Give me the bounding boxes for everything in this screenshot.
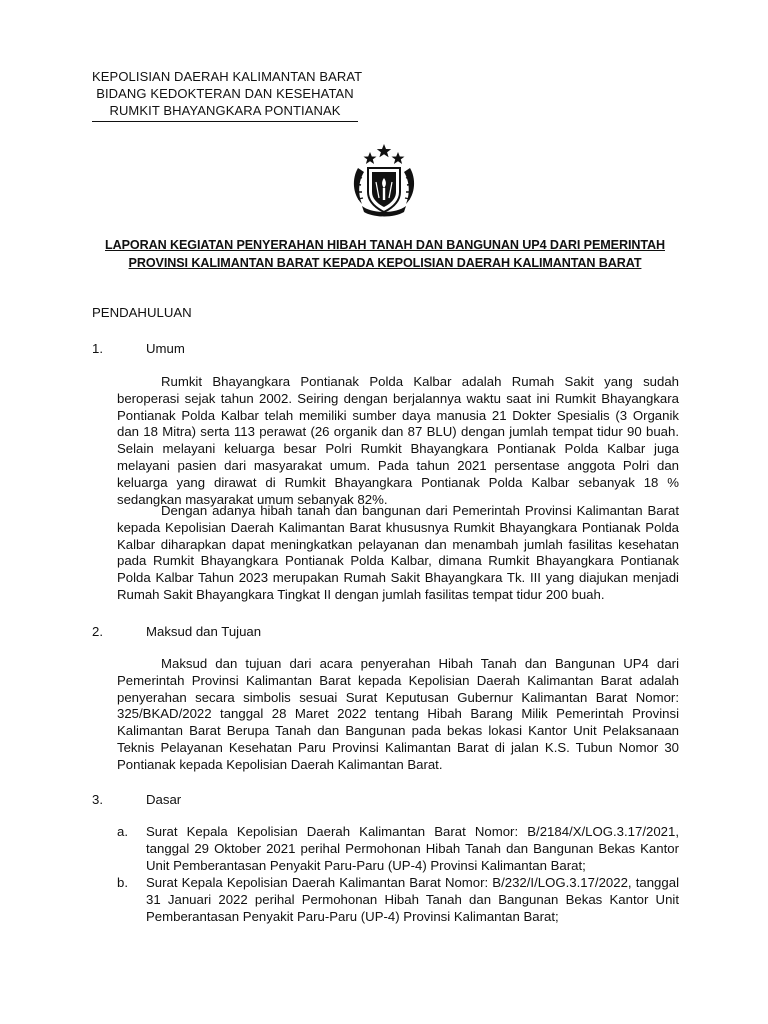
list-item xyxy=(117,824,679,874)
letterhead-line-3: RUMKIT BHAYANGKARA PONTIANAK xyxy=(109,103,341,118)
letterhead xyxy=(92,68,363,122)
list-item-letter: b. xyxy=(117,875,128,890)
document-title xyxy=(92,236,678,272)
section-1-paragraph-1: Rumkit Bhayangkara Pontianak Polda Kalbar adalah Rumah Sakit yang sudah beroperasi sejak tahun 2002. Seiring dengan berjalannya waktu saat ini Rumkit Bhayangkara Pontianak Polda Kalbar telah memiliki sumber daya manusia 21 Dokter Spesialis (3 Organik dan 18 Mitra) serta 113 perawat (26 organik dan 87 BLU) dengan jumlah tempat tidur 90 buah. Selain melayani keluarga besar Polri Rumkit Bhayangkara Pontianak Polda Kalbar juga melayani pasien dari masyarakat umum. Pada tahun 2021 persentase anggota Polri dan keluarga yang dirawat di Rumkit Bhayangkara Pontianak Polda Kalbar sebanyak 18 % sedangkan masyarakat umum sebanyak 82%. xyxy=(117,374,679,507)
polri-emblem-icon xyxy=(348,142,420,218)
section-1-label: Umum xyxy=(146,341,185,356)
title-line-2: PROVINSI KALIMANTAN BARAT KEPADA KEPOLISIAN DAERAH KALIMANTAN BARAT xyxy=(128,256,642,270)
section-1-paragraph-2: Dengan adanya hibah tanah dan bangunan dari Pemerintah Provinsi Kalimantan Barat kepada Kepolisian Daerah Kalimantan Barat khususnya Rumkit Bhayangkara Pontianak Polda Kalbar diharapkan dapat meningkatkan pelayanan dan menambah jumlah fasilitas kesehatan pada Rumkit Bhayangkara Pontianak Polda Kalbar, dimana Rumkit Bhayangkara Pontianak Polda Kalbar Tahun 2023 merupakan Rumah Sakit Bhayangkara Tk. III yang diajukan menjadi Rumah Sakit Bhayangkara Tingkat II dengan jumlah fasilitas tempat tidur 200 buah. xyxy=(117,503,679,602)
section-2-label: Maksud dan Tujuan xyxy=(146,624,262,639)
title-line-1: LAPORAN KEGIATAN PENYERAHAN HIBAH TANAH DAN BANGUNAN UP4 DARI PEMERINTAH xyxy=(105,238,665,252)
section-2-number: 2. xyxy=(92,624,103,639)
intro-heading: PENDAHULUAN xyxy=(92,305,192,320)
section-1-number: 1. xyxy=(92,341,103,356)
list-item-letter: a. xyxy=(117,824,128,839)
letterhead-line-2: BIDANG KEDOKTERAN DAN KESEHATAN xyxy=(96,86,354,101)
section-3-label: Dasar xyxy=(146,792,182,807)
section-2-paragraph-1: Maksud dan tujuan dari acara penyerahan Hibah Tanah dan Bangunan UP4 dari Pemerintah Provinsi Kalimantan Barat kepada Kepolisian Daerah Kalimantan Barat adalah penyerahan secara simbolis sesuai Surat Keputusan Gubernur Kalimantan Barat Nomor: 325/BKAD/2022 tanggal 28 Maret 2022 tentang Hibah Barang Milik Pemerintah Provinsi Kalimantan Barat Berupa Tanah dan Bangunan pada bekas lokasi Kantor Unit Pelaksanaan Teknis Pelayanan Kesehatan Paru Provinsi Kalimantan Barat di jalan K.S. Tubun Nomor 30 Pontianak kepada Kepolisian Daerah Kalimantan Barat. xyxy=(117,656,679,772)
list-item-text: Surat Kepala Kepolisian Daerah Kalimantan Barat Nomor: B/232/I/LOG.3.17/2022, tanggal 31 Januari 2022 perihal Permohonan Hibah Tanah dan Bangunan Bekas Kantor Unit Pemberantasan Penyakit Paru-Paru (UP-4) Provinsi Kalimantan Barat; xyxy=(146,875,679,924)
letterhead-line-1: KEPOLISIAN DAERAH KALIMANTAN BARAT xyxy=(92,69,363,84)
section-3-number: 3. xyxy=(92,792,103,807)
letterhead-underline xyxy=(92,121,358,122)
list-item-text: Surat Kepala Kepolisian Daerah Kalimantan Barat Nomor: B/2184/X/LOG.3.17/2021, tanggal 29 Oktober 2021 perihal Permohonan Hibah Tanah dan Bangunan Bekas Kantor Unit Pemberantasan Penyakit Paru-Paru (UP-4) Provinsi Kalimantan Barat; xyxy=(146,824,679,873)
list-item xyxy=(117,875,679,925)
